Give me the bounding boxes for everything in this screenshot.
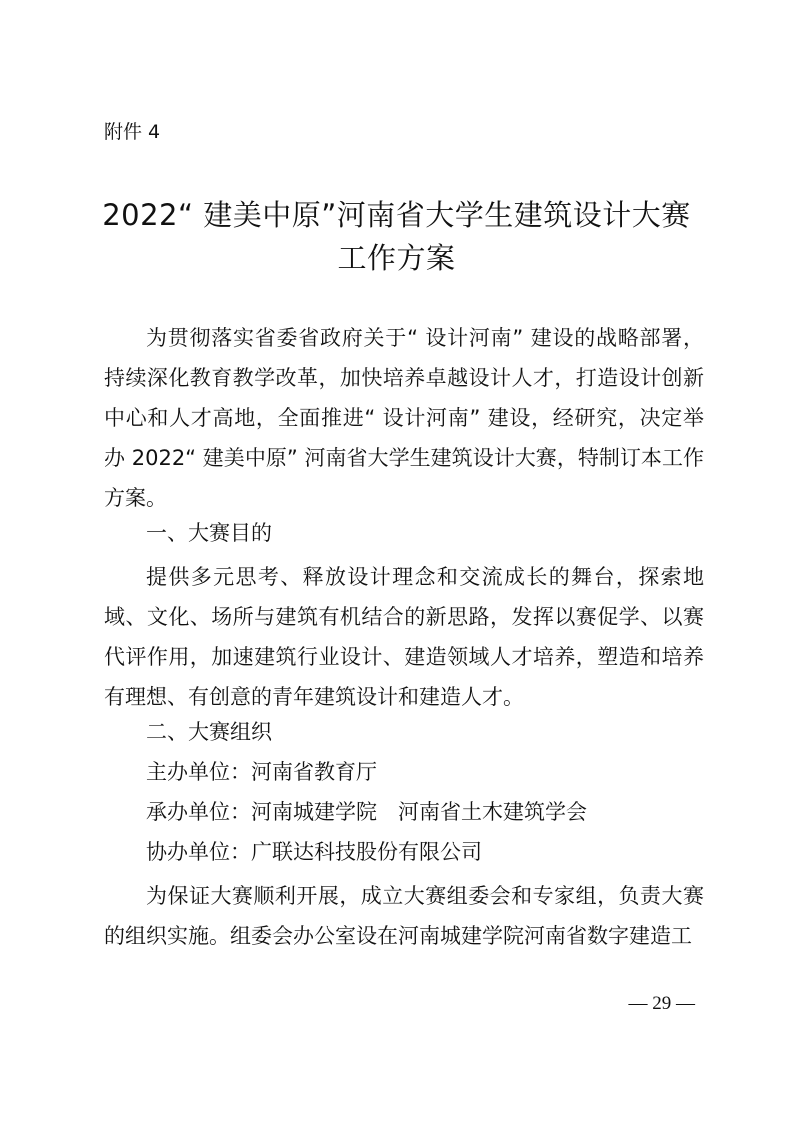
attachment-label: 附件 4 [104,121,161,143]
organizer-line: 主办单位：河南省教育厅 [146,760,377,784]
page-number: — 29 — [628,993,695,1014]
host-line: 承办单位：河南城建学院 河南省土木建筑学会 [146,800,587,824]
section1-paragraph: 提供多元思考、释放设计理念和交流成长的舞台，探索地域、文化、场所与建筑有机结合的新思路，发挥以赛促学、以赛代评作用，加速建筑行业设计、建造领域人才培养，塑造和培养有理想、有创意的青年建筑设计和建造人才。 [104,565,704,709]
co-organizer-line: 协办单位：广联达科技股份有限公司 [146,840,482,864]
section2-heading: 二、大赛组织 [146,720,272,744]
section2-paragraph: 为保证大赛顺利开展，成立大赛组委会和专家组，负责大赛的组织实施。组委会办公室设在河南城建学院河南省数字建造工 [104,884,704,948]
document-title-line1: 2022“ 建美中原”河南省大学生建筑设计大赛 [102,198,691,232]
document-title-line2: 工作方案 [337,241,456,275]
section1-heading: 一、大赛目的 [146,521,272,545]
intro-paragraph: 为贯彻落实省委省政府关于“ 设计河南” 建设的战略部署，持续深化教育教学改革，加快培养卓越设计人才，打造设计创新中心和人才高地，全面推进“ 设计河南” 建设，经研究，决定举办 2022“ 建美中原” 河南省大学生建筑设计大赛，特制订本工作方案。 [104,326,704,510]
